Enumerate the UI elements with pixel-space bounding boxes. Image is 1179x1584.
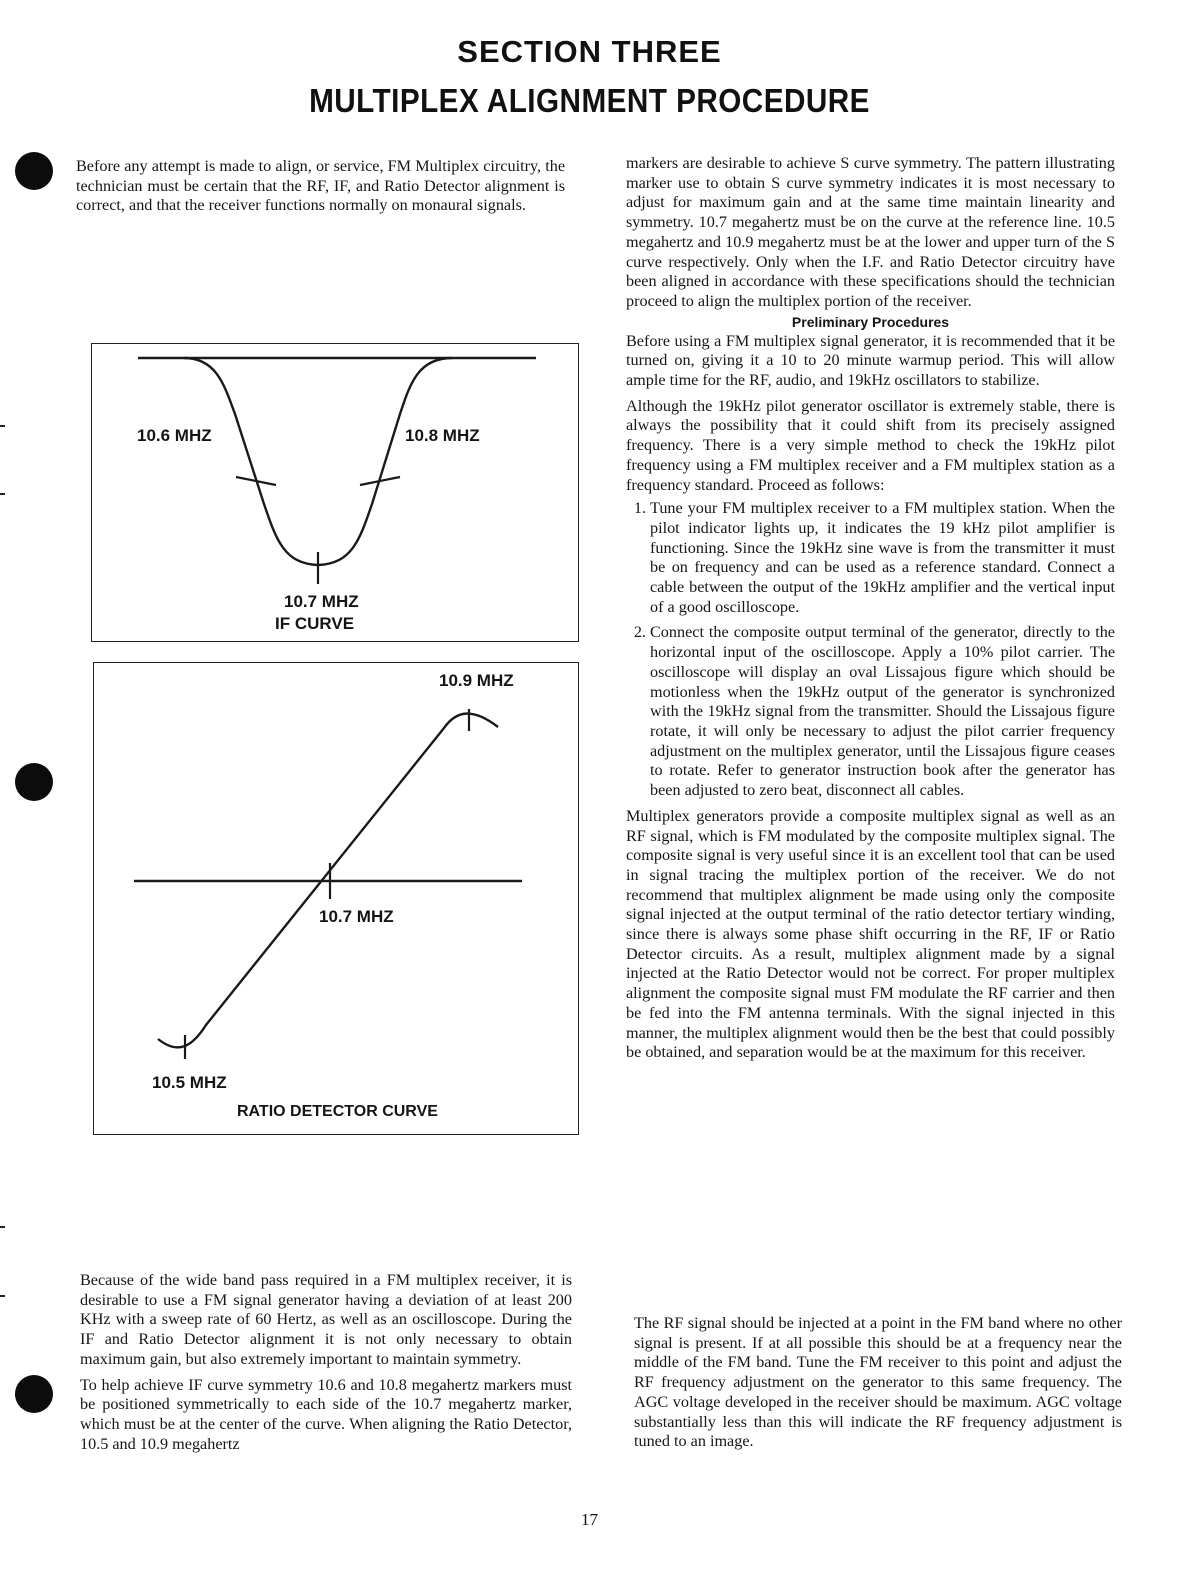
scan-mark — [0, 493, 5, 495]
procedure-steps — [626, 499, 1115, 801]
pilot-paragraph: Although the 19kHz pilot generator oscillator is extremely stable, there is always the possibility that it could shift from its precisely assigned frequency. There is a very simple method to check the 19kHz pilot frequency using a FM multiplex receiver and a FM multiplex station as a frequency standard. Proceed as follows: — [626, 396, 1115, 494]
ratio-curve-caption: RATIO DETECTOR CURVE — [237, 1103, 438, 1120]
ratio-detector-figure — [93, 662, 579, 1135]
if-label-10-8: 10.8 MHZ — [405, 426, 480, 445]
if-label-10-7: 10.7 MHZ — [284, 592, 359, 611]
ratio-detector-diagram — [94, 663, 580, 1136]
scan-mark — [0, 1295, 5, 1297]
rf-signal-block — [634, 1314, 1122, 1452]
preliminary-procedures-heading: Preliminary Procedures — [791, 313, 950, 330]
ratio-label-10-5: 10.5 MHZ — [152, 1073, 227, 1092]
bandpass-paragraph: Because of the wide band pass required in a FM multiplex receiver, it is desirable to use a FM signal generator having a deviation of at least 200 KHz with a sweep rate of 60 Hertz, as well as an oscilloscope. During the IF and Ratio Detector alignment it is not only necessary to obtain maximum gain, but also extremely important to maintain symmetry. — [80, 1271, 572, 1368]
ratio-label-10-7: 10.7 MHZ — [319, 907, 394, 926]
if-curve-figure — [91, 343, 579, 642]
if-label-10-6: 10.6 MHZ — [137, 426, 212, 445]
left-bottom-text — [80, 1271, 572, 1454]
page-number: 17 — [581, 1510, 598, 1529]
if-curve-caption: IF CURVE — [275, 614, 355, 633]
procedure-step-1: 1. Tune your FM multiplex receiver to a FM multiplex station. When the pilot indicator lights up, it indicates the 19 kHz pilot amplifier is functioning. Since the 19kHz sine wave is from the transmitter it must be on frequency and can be used as a reference standard. Connect a cable between the output of the 19kHz amplifier and the vertical input of a good oscilloscope. — [650, 499, 1115, 617]
symmetry-paragraph: To help achieve IF curve symmetry 10.6 and 10.8 megahertz markers must be positioned symmetrically to each side of the 10.7 megahertz marker, which must be at the center of the curve. When aligning the Ratio Detector, 10.5 and 10.9 megahertz — [80, 1375, 572, 1453]
binder-hole-bottom — [15, 1375, 53, 1413]
intro-text: Before any attempt is made to align, or service, FM Multiplex circuitry, the technician must be certain that the RF, IF, and Ratio Detector alignment is correct, and that the receiver functions normally on monaural signals. — [76, 157, 565, 215]
warmup-paragraph: Before using a FM multiplex signal generator, it is recommended that it be turned on, giving it a 10 to 20 minute warmup period. This will allow ample time for the RF, audio, and 19kHz oscillators to stabilize. — [626, 331, 1115, 390]
section-heading: SECTION THREE — [457, 34, 722, 69]
if-curve-line — [184, 358, 452, 565]
scan-mark — [0, 1226, 5, 1228]
ratio-label-10-9: 10.9 MHZ — [439, 671, 514, 690]
generators-paragraph: Multiplex generators provide a composite multiplex signal as well as an RF signal, which is FM modulated by the composite multiplex signal. The composite signal is very useful since it is an excellent tool that can be used in signal tracing the multiplex portion of the receiver. We do not recommend that multiplex alignment be made using only the composite signal injected at the output terminal of the ratio detector tertiary winding, since there is always some phase shift occurring in the RF, IF or Ratio Detector circuits. As a result, multiplex alignment made by a signal injected at the Ratio Detector would not be correct. For proper multiplex alignment the composite signal must FM modulate the RF carrier and then be fed into the FM antenna terminals. With the signal injected in this manner, the multiplex alignment would then be the best that could possibly be obtained, and separation would be at the maximum for this receiver. — [626, 806, 1115, 1062]
procedure-step-2: 2. Connect the composite output terminal of the generator, directly to the horizontal input of the oscilloscope. Apply a 10% pilot carrier. The oscilloscope will display an oval Lissajous figure which should be motionless when the 19kHz output of the generator is synchronized with the 19kHz signal from the transmitter. Should the Lissajous figure rotate, it will only be necessary to adjust the pilot carrier frequency adjustment on the multiplex generator, until the Lissajous figure ceases to rotate. Refer to generator instruction book after the generator has been adjusted to zero beat, disconnect all cables. — [650, 623, 1115, 800]
right-column — [626, 154, 1115, 1063]
rf-signal-paragraph: The RF signal should be injected at a point in the FM band where no other signal is present. If at all possible this should be at a frequency near the middle of the FM band. Tune the FM receiver to this point and adjust the RF frequency adjustment on the generator to this same frequency. The AGC voltage developed in the receiver should be maximum. AGC voltage substantially less than this will indicate the RF frequency adjustment is tuned to an image. — [634, 1314, 1122, 1451]
binder-hole-top — [15, 152, 53, 190]
continuation-paragraph: markers are desirable to achieve S curve symmetry. The pattern illustrating marker use to obtain S curve symmetry indicates it is most necessary to adjust for maximum gain and at the same time maintain linearity and symmetry. 10.7 megahertz must be on the curve at the reference line. 10.5 megahertz and 10.9 megahertz must be at the lower and upper turn of the S curve respectively. Only when the I.F. and Ratio Detector circuitry have been aligned in accordance with these specifications should the technician proceed to align the multiplex portion of the receiver. — [626, 154, 1115, 310]
scan-mark — [0, 425, 5, 427]
intro-paragraph — [76, 157, 565, 216]
page-title: MULTIPLEX ALIGNMENT PROCEDURE — [309, 82, 870, 119]
binder-hole-middle — [15, 763, 53, 801]
